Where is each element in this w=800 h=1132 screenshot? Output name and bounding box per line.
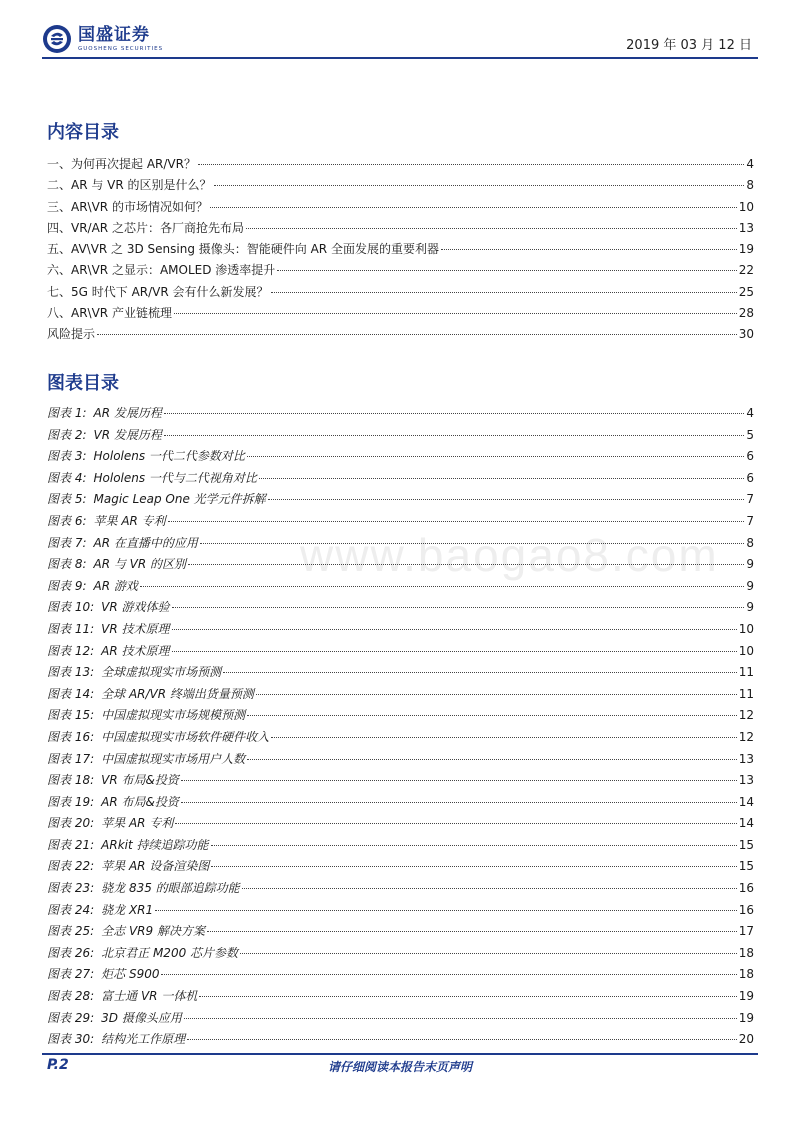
figure-entry-label: 全志 VR9 解决方案 — [101, 924, 205, 939]
figure-entry-number: 图表 11: — [47, 621, 95, 636]
figure-entry[interactable] — [47, 1029, 754, 1051]
figure-entry-label: VR 发展历程 — [93, 427, 162, 442]
dot-leader — [161, 974, 736, 975]
figure-entry[interactable] — [47, 619, 754, 641]
figure-entry-number: 图表 12: — [47, 643, 95, 658]
dot-leader — [155, 910, 737, 911]
figure-entry-label: 中国虚拟现实市场软件硬件收入 — [101, 729, 270, 744]
figure-entry[interactable] — [47, 425, 754, 447]
figure-entry-page: 14 — [738, 816, 754, 831]
toc-list — [47, 154, 754, 346]
report-date: 2019 年 03 月 12 日 — [626, 38, 752, 53]
figure-entry-page: 5 — [746, 427, 754, 442]
figure-entry-label: 北京君正 M200 芯片参数 — [101, 945, 239, 960]
figure-entry-label: Hololens 一代与二代视角对比 — [93, 470, 257, 485]
figure-entry-page: 11 — [738, 686, 754, 701]
toc-entry-label: 八、AR\VR 产业链梳理 — [47, 306, 172, 321]
toc-entry-page: 13 — [738, 220, 754, 235]
figure-entry[interactable] — [47, 1008, 754, 1030]
figure-entry[interactable] — [47, 964, 754, 986]
figure-entry-number: 图表 23: — [47, 881, 95, 896]
figure-entry[interactable] — [47, 878, 754, 900]
figure-entry-label: AR 与 VR 的区别 — [93, 557, 187, 572]
figure-entry-label: 中国虚拟现实市场规模预测 — [101, 708, 246, 723]
figure-entry-page: 7 — [746, 492, 754, 507]
figure-entry-label: Magic Leap One 光学元件拆解 — [93, 492, 266, 507]
figure-entry[interactable] — [47, 662, 754, 684]
toc-entry-page: 10 — [738, 199, 754, 214]
figure-entry-label: AR 游戏 — [93, 578, 138, 593]
figure-entry-page: 11 — [738, 665, 754, 680]
figure-entry-page: 18 — [738, 945, 754, 960]
header-divider — [42, 57, 758, 59]
figures-title: 图表目录 — [47, 373, 119, 394]
figure-entry-number: 图表 6: — [47, 513, 87, 528]
page-header — [0, 0, 800, 64]
figure-entry-page: 13 — [738, 773, 754, 788]
figure-entry[interactable] — [47, 727, 754, 749]
figure-entry-page: 6 — [746, 470, 754, 485]
figure-entry-number: 图表 25: — [47, 924, 95, 939]
figure-entry[interactable] — [47, 597, 754, 619]
figure-entry-label: AR 布局&投资 — [101, 794, 179, 809]
dot-leader — [164, 413, 744, 414]
figure-entry[interactable] — [47, 705, 754, 727]
figure-entry[interactable] — [47, 770, 754, 792]
watermark: www.baogao8.com — [300, 529, 719, 581]
toc-entry-page: 25 — [738, 284, 754, 299]
figure-entry-number: 图表 28: — [47, 989, 95, 1004]
toc-entry-label: 三、AR\VR 的市场情况如何？ — [47, 199, 208, 214]
figure-entry-page: 13 — [738, 751, 754, 766]
dot-leader — [174, 313, 737, 314]
dot-leader — [172, 651, 737, 652]
figure-entry[interactable] — [47, 403, 754, 425]
dot-leader — [97, 334, 737, 335]
company-logo — [42, 24, 163, 54]
dot-leader — [259, 478, 744, 479]
dot-leader — [207, 931, 737, 932]
dot-leader — [247, 715, 737, 716]
toc-entry-label: 四、VR/AR 之芯片：各厂商抢先布局 — [47, 220, 244, 235]
dot-leader — [199, 996, 736, 997]
dot-leader — [210, 207, 737, 208]
figure-entry-label: 苹果 AR 专利 — [93, 513, 166, 528]
toc-entry[interactable] — [47, 175, 754, 196]
figure-entry-page: 9 — [746, 600, 754, 615]
footer-page-number: P.2 — [47, 1057, 69, 1073]
figure-entry-page: 15 — [738, 859, 754, 874]
figure-entry-number: 图表 24: — [47, 902, 95, 917]
company-name: 国盛证券 — [78, 24, 150, 45]
figure-entry-page: 4 — [746, 406, 754, 420]
figure-entry[interactable] — [47, 943, 754, 965]
dot-leader — [164, 435, 744, 436]
figure-entry-label: 富士通 VR 一体机 — [101, 989, 198, 1004]
toc-entry[interactable] — [47, 239, 754, 260]
figure-entry-label: 苹果 AR 设备渲染图 — [101, 859, 210, 874]
dot-leader — [246, 228, 737, 229]
dot-leader — [242, 888, 737, 889]
figure-entry-page: 20 — [738, 1032, 754, 1047]
figure-entry[interactable] — [47, 641, 754, 663]
toc-title: 内容目录 — [47, 122, 119, 143]
figure-entry-number: 图表 13: — [47, 665, 95, 680]
dot-leader — [277, 270, 736, 271]
figure-entry-page: 14 — [738, 794, 754, 809]
toc-entry-label: 七、5G 时代下 AR/VR 会有什么新发展？ — [47, 284, 269, 299]
figure-entry[interactable] — [47, 792, 754, 814]
toc-entry[interactable] — [47, 282, 754, 303]
figure-entry-number: 图表 5: — [47, 492, 87, 507]
figure-entry-number: 图表 20: — [47, 816, 95, 831]
toc-entry[interactable] — [47, 260, 754, 281]
figure-entry-label: 苹果 AR 专利 — [101, 816, 174, 831]
figure-entry-number: 图表 22: — [47, 859, 95, 874]
figure-entry[interactable] — [47, 468, 754, 490]
dot-leader — [223, 672, 737, 673]
figure-entry-label: VR 游戏体验 — [101, 600, 170, 615]
figure-entry-label: 结构光工作原理 — [101, 1032, 186, 1047]
figure-entry-number: 图表 8: — [47, 557, 87, 572]
logo-mark-icon — [42, 24, 72, 54]
figure-entry[interactable] — [47, 856, 754, 878]
footer-divider — [42, 1053, 758, 1055]
figure-entry-number: 图表 3: — [47, 449, 87, 464]
figure-entry-page: 19 — [738, 989, 754, 1004]
toc-entry-label: 风险提示 — [47, 327, 96, 342]
figure-entry[interactable] — [47, 489, 754, 511]
dot-leader — [271, 292, 737, 293]
figure-entry[interactable] — [47, 554, 754, 576]
figure-entry[interactable] — [47, 576, 754, 598]
company-subtitle: GUOSHENG SECURITIES — [78, 45, 164, 52]
figure-entry-number: 图表 17: — [47, 751, 95, 766]
figure-entry-page: 12 — [738, 729, 754, 744]
dot-leader — [247, 456, 744, 457]
toc-entry-page: 22 — [738, 263, 754, 278]
figure-entry-label: 骁龙 XR1 — [101, 902, 154, 917]
toc-entry-label: 六、AR\VR 之显示：AMOLED 渗透率提升 — [47, 263, 276, 278]
figure-entry-label: VR 技术原理 — [101, 621, 170, 636]
figure-entry-label: AR 发展历程 — [93, 406, 162, 420]
figure-entry-page: 10 — [738, 621, 754, 636]
figure-entry-label: 骁龙 835 的眼部追踪功能 — [101, 881, 240, 896]
figure-entry-page: 9 — [746, 557, 754, 572]
figure-entry-page: 6 — [746, 449, 754, 464]
figure-entry-number: 图表 9: — [47, 578, 87, 593]
toc-entry[interactable] — [47, 197, 754, 218]
toc-entry[interactable] — [47, 218, 754, 239]
figure-entry-page: 16 — [738, 902, 754, 917]
figure-entry-page: 16 — [738, 881, 754, 896]
dot-leader — [200, 543, 744, 544]
footer-disclaimer: 请仔细阅读本报告末页声明 — [327, 1060, 472, 1074]
figure-entry-label: Hololens 一代二代参数对比 — [93, 449, 245, 464]
figure-entry-number: 图表 19: — [47, 794, 95, 809]
figure-entry-label: AR 技术原理 — [101, 643, 170, 658]
dot-leader — [211, 845, 737, 846]
figure-entry-number: 图表 4: — [47, 470, 87, 485]
figure-entry-number: 图表 30: — [47, 1032, 95, 1047]
figure-entry-label: 3D 摄像头应用 — [101, 1010, 182, 1025]
figure-entry-number: 图表 7: — [47, 535, 87, 550]
dot-leader — [211, 866, 736, 867]
figure-entry[interactable] — [47, 835, 754, 857]
figure-entry[interactable] — [47, 533, 754, 555]
dot-leader — [271, 737, 737, 738]
figure-entry-page: 10 — [738, 643, 754, 658]
toc-entry[interactable] — [47, 324, 754, 345]
figure-entry[interactable] — [47, 986, 754, 1008]
figure-entry-page: 15 — [738, 837, 754, 852]
dot-leader — [184, 1018, 737, 1019]
dot-leader — [187, 1039, 737, 1040]
figure-entry-label: 全球 AR/VR 终端出货量预测 — [101, 686, 254, 701]
figure-entry-label: AR 在直播中的应用 — [93, 535, 198, 550]
figure-entry-page: 8 — [746, 535, 754, 550]
figure-list — [47, 403, 754, 1051]
toc-entry[interactable] — [47, 303, 754, 324]
figure-entry[interactable] — [47, 684, 754, 706]
toc-entry-label: 二、AR 与 VR 的区别是什么？ — [47, 178, 212, 193]
dot-leader — [188, 564, 744, 565]
toc-entry-label: 一、为何再次提起 AR/VR？ — [47, 157, 196, 171]
dot-leader — [140, 586, 744, 587]
toc-entry-page: 8 — [746, 178, 754, 193]
figure-entry[interactable] — [47, 749, 754, 771]
toc-entry-page: 4 — [746, 157, 754, 171]
dot-leader — [247, 759, 737, 760]
dot-leader — [214, 185, 745, 186]
dot-leader — [175, 823, 736, 824]
figure-entry-number: 图表 14: — [47, 686, 95, 701]
figure-entry-number: 图表 2: — [47, 427, 87, 442]
dot-leader — [181, 780, 737, 781]
figure-entry-number: 图表 29: — [47, 1010, 95, 1025]
figure-entry-number: 图表 18: — [47, 773, 95, 788]
figure-entry-page: 19 — [738, 1010, 754, 1025]
toc-entry-page: 28 — [738, 306, 754, 321]
dot-leader — [268, 499, 745, 500]
figure-entry[interactable] — [47, 813, 754, 835]
figure-entry[interactable] — [47, 900, 754, 922]
dot-leader — [198, 164, 744, 165]
figure-entry-label: ARkit 持续追踪功能 — [101, 837, 209, 852]
toc-entry-page: 30 — [738, 327, 754, 342]
figure-entry-number: 图表 10: — [47, 600, 95, 615]
figure-entry-number: 图表 27: — [47, 967, 95, 982]
figure-entry-number: 图表 1: — [47, 406, 87, 420]
figure-entry-number: 图表 26: — [47, 945, 95, 960]
dot-leader — [441, 249, 737, 250]
figure-entry-page: 18 — [738, 967, 754, 982]
toc-entry-label: 五、AV\VR 之 3D Sensing 摄像头：智能硬件向 AR 全面发展的重要利器 — [47, 242, 439, 257]
dot-leader — [181, 802, 737, 803]
figure-entry-number: 图表 16: — [47, 729, 95, 744]
figure-entry[interactable] — [47, 921, 754, 943]
figure-entry-label: VR 布局&投资 — [101, 773, 179, 788]
figure-entry-page: 9 — [746, 578, 754, 593]
figure-entry-label: 中国虚拟现实市场用户人数 — [101, 751, 246, 766]
figure-entry-label: 炬芯 S900 — [101, 967, 160, 982]
dot-leader — [168, 521, 745, 522]
figure-entry-number: 图表 15: — [47, 708, 95, 723]
dot-leader — [172, 607, 745, 608]
figure-entry[interactable] — [47, 511, 754, 533]
figure-entry-page: 12 — [738, 708, 754, 723]
figure-entry-page: 7 — [746, 513, 754, 528]
dot-leader — [240, 953, 737, 954]
toc-entry[interactable] — [47, 154, 754, 175]
dot-leader — [172, 629, 737, 630]
toc-entry-page: 19 — [738, 242, 754, 257]
figure-entry-number: 图表 21: — [47, 837, 95, 852]
dot-leader — [256, 694, 737, 695]
figure-entry[interactable] — [47, 446, 754, 468]
figure-entry-label: 全球虚拟现实市场预测 — [101, 665, 222, 680]
figure-entry-page: 17 — [738, 924, 754, 939]
